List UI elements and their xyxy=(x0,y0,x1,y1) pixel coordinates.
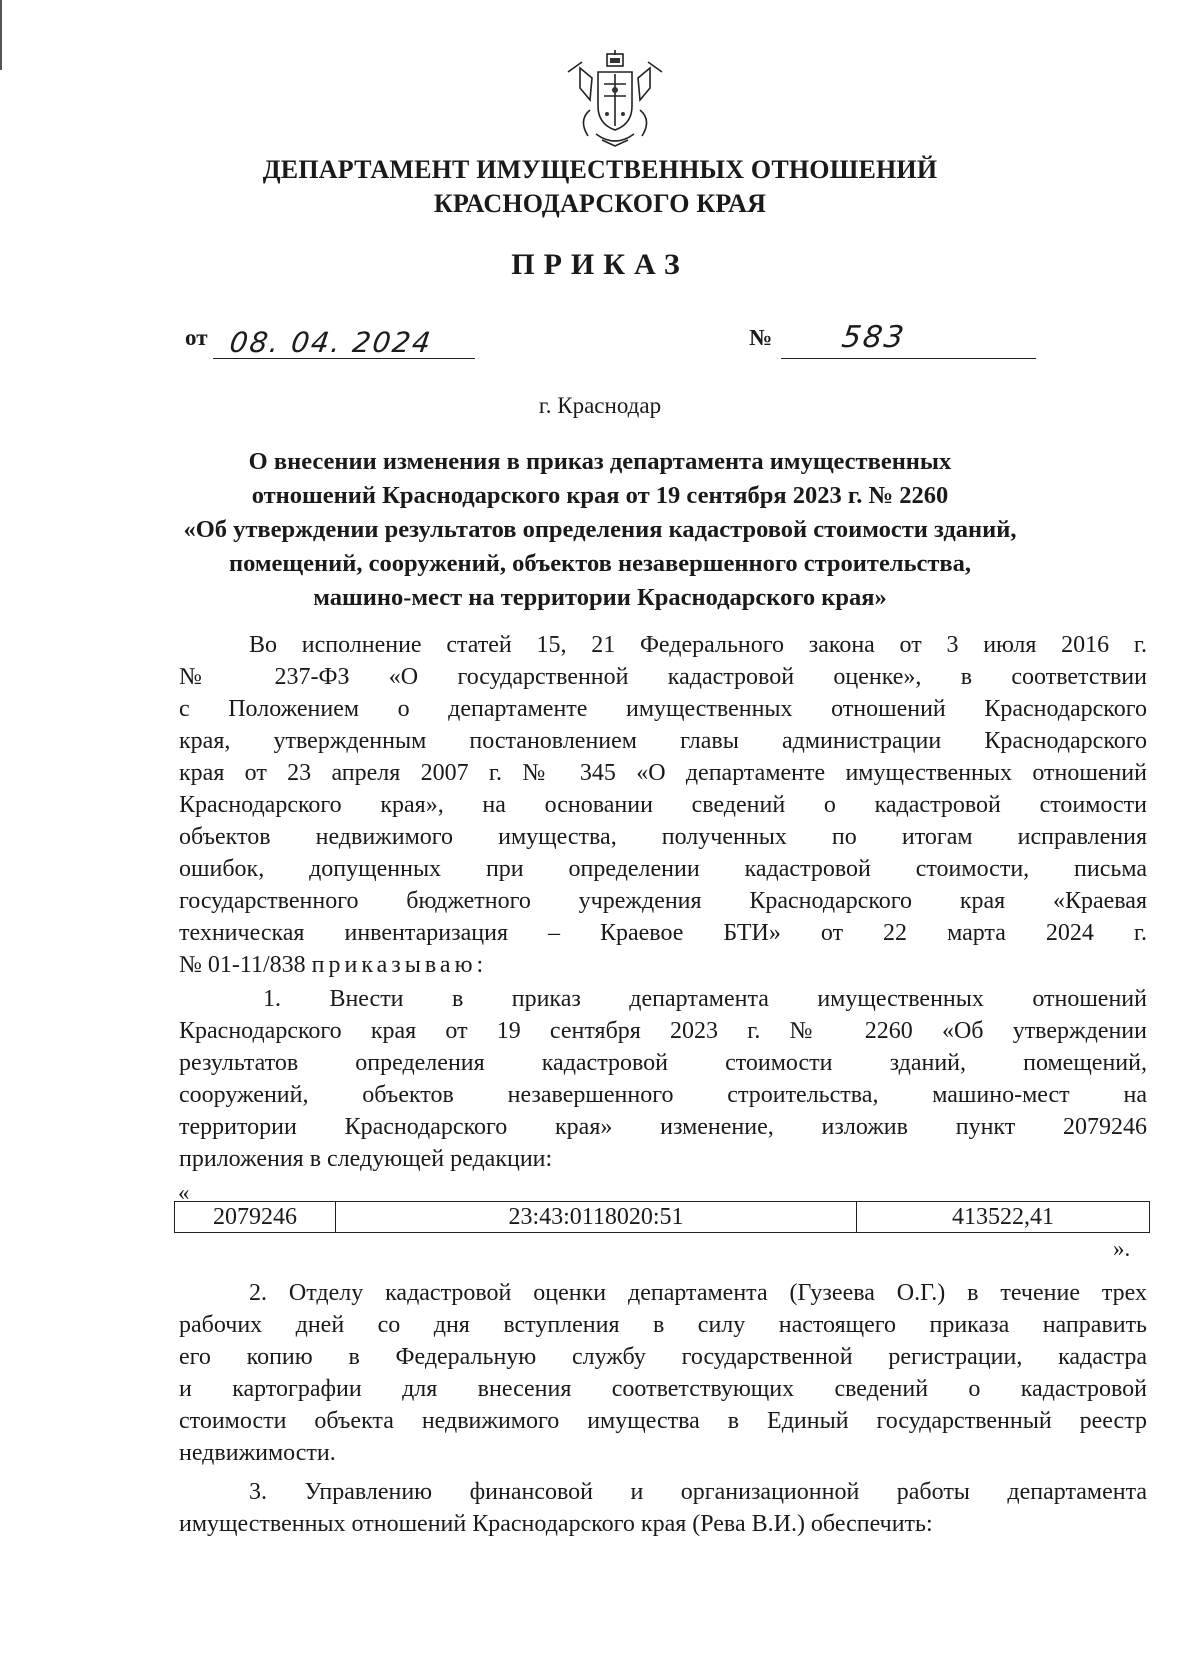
order-word: приказываю: xyxy=(311,952,488,978)
title-line: помещений, сооружений, объектов незавершенного строительства, xyxy=(228,550,972,577)
table-row xyxy=(175,1202,1150,1233)
preamble-final-line xyxy=(179,949,1147,981)
quote-close: ». xyxy=(1113,1236,1131,1261)
preamble-paragraph xyxy=(179,629,1147,981)
item-3-line: 3. Управлению финансовой и организационной работы департамента xyxy=(249,1479,1147,1505)
item-2-line: и картографии для внесения соответствующих сведений о кадастровой xyxy=(179,1376,1147,1402)
city-line: г. Краснодар xyxy=(538,393,662,418)
handwritten-date: 08. 04. 2024 xyxy=(227,326,435,359)
order-title xyxy=(150,445,1050,615)
preamble-line: с Положением о департаменте имущественных отношений Краснодарского xyxy=(179,696,1147,722)
item-1-paragraph xyxy=(179,983,1147,1175)
item-3-line: имущественных отношений Краснодарского края (Рева В.И.) обеспечить: xyxy=(179,1511,933,1537)
scan-edge-mark xyxy=(0,0,2,70)
item-1-line: приложения в следующей редакции: xyxy=(179,1146,553,1172)
preamble-line: Во исполнение статей 15, 21 Федерального закона от 3 июля 2016 г. xyxy=(249,632,1147,658)
preamble-line: техническая инвентаризация – Краевое БТИ» от 22 марта 2024 г. xyxy=(179,920,1147,946)
quote-open: « xyxy=(178,1180,190,1205)
table-cell-cadastral-value: 413522,41 xyxy=(857,1202,1150,1233)
item-2-line: его копию в Федеральную службу государственной регистрации, кадастра xyxy=(179,1344,1147,1370)
preamble-line: объектов недвижимого имущества, полученных по итогам исправления xyxy=(179,824,1147,850)
item-1-line: 1. Внести в приказ департамента имущественных отношений xyxy=(263,986,1147,1012)
handwritten-number: 583 xyxy=(839,320,908,355)
preamble-line: края, утвержденным постановлением главы администрации Краснодарского xyxy=(179,728,1147,754)
table-cell-cadastral-number: 23:43:0118020:51 xyxy=(336,1202,857,1233)
item-2-line: рабочих дней со дня вступления в силу настоящего приказа направить xyxy=(179,1312,1147,1338)
title-line: О внесении изменения в приказ департамента имущественных xyxy=(248,448,952,475)
item-2-line: 2. Отделу кадастровой оценки департамента (Гузеева О.Г.) в течение трех xyxy=(249,1280,1147,1306)
item-2-paragraph xyxy=(179,1277,1147,1469)
item-1-line: сооружений, объектов незавершенного строительства, машино-мест на xyxy=(179,1082,1147,1108)
department-name-line2: КРАСНОДАРСКОГО КРАЯ xyxy=(433,189,767,218)
item-1-line: результатов определения кадастровой стоимости зданий, помещений, xyxy=(179,1050,1147,1076)
preamble-line: Краснодарского края», на основании сведений о кадастровой стоимости xyxy=(179,792,1147,818)
table-cell-item-number: 2079246 xyxy=(175,1202,336,1233)
coat-of-arms-emblem xyxy=(560,50,670,150)
preamble-line: ошибок, допущенных при определении кадастровой стоимости, письма xyxy=(179,856,1147,882)
item-1-line: территории Краснодарского края» изменение, изложив пункт 2079246 xyxy=(179,1114,1147,1140)
item-1-line: Краснодарского края от 19 сентября 2023 г. № 2260 «Об утверждении xyxy=(179,1018,1147,1044)
date-label: от xyxy=(185,325,208,350)
preamble-line: края от 23 апреля 2007 г. № 345 «О департаменте имущественных отношений xyxy=(179,760,1147,786)
document-type-heading: ПРИКАЗ xyxy=(511,248,689,281)
title-line: «Об утверждении результатов определения кадастровой стоимости зданий, xyxy=(183,516,1017,543)
item-2-line: недвижимости. xyxy=(179,1440,336,1466)
number-label: № xyxy=(749,325,773,350)
letter-reference: № 01-11/838 xyxy=(179,952,306,978)
amendment-table xyxy=(174,1201,1150,1233)
preamble-line: государственного бюджетного учреждения Краснодарского края «Краевая xyxy=(179,888,1147,914)
title-line: машино-мест на территории Краснодарского края» xyxy=(313,584,887,611)
number-underline xyxy=(781,330,1036,359)
department-name-line1: ДЕПАРТАМЕНТ ИМУЩЕСТВЕННЫХ ОТНОШЕНИЙ xyxy=(262,155,938,184)
item-2-line: стоимости объекта недвижимого имущества в Единый государственный реестр xyxy=(179,1408,1147,1434)
preamble-line: № 237-ФЗ «О государственной кадастровой оценке», в соответствии xyxy=(179,664,1147,690)
item-3-paragraph xyxy=(179,1476,1147,1540)
title-line: отношений Краснодарского края от 19 сентября 2023 г. № 2260 xyxy=(251,482,949,509)
